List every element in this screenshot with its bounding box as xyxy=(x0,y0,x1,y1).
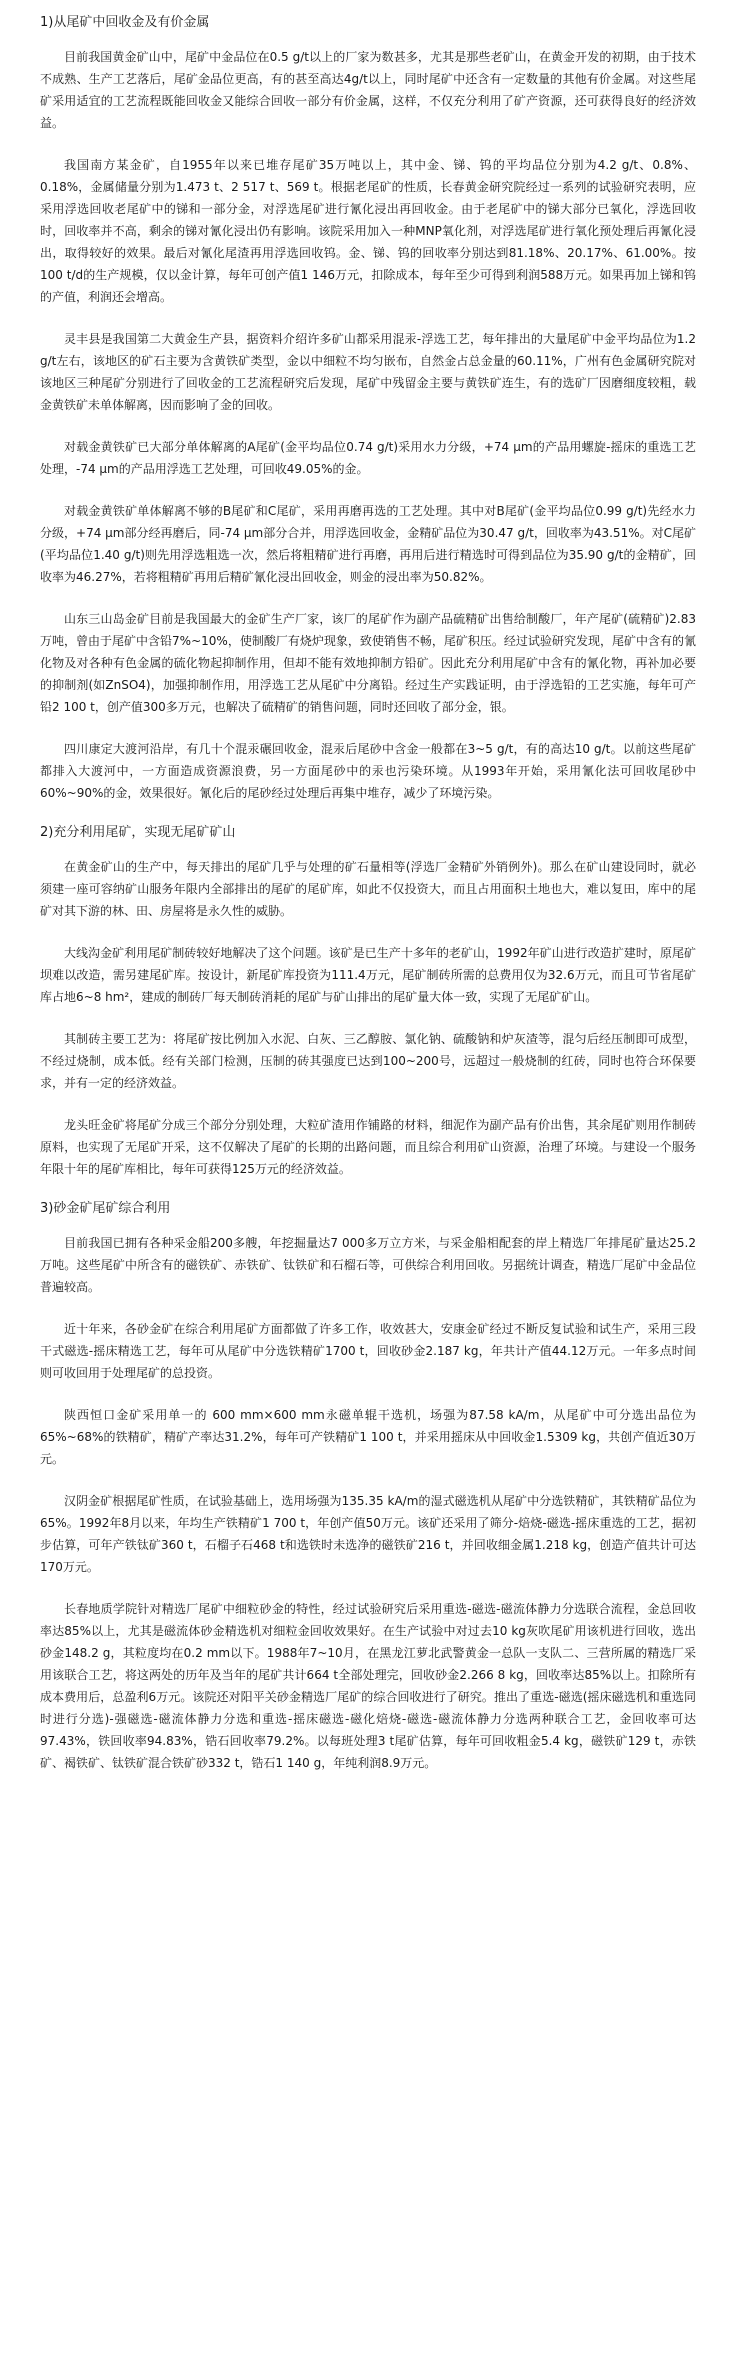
section-3-paragraph: 近十年来，各砂金矿在综合利用尾矿方面都做了许多工作，收效甚大，安康金矿经过不断反复试验和试生产，采用三段干式磁选-摇床精选工艺，每年可从尾矿中分选铁精矿1700 t，回收砂金2.187 kg，年共计产值44.12万元。一年多点时间则可收回用于处理尾矿的总投资。 xyxy=(40,1322,696,1380)
section-2-heading: 2)充分利用尾矿，实现无尾矿矿山 xyxy=(40,825,236,840)
section-1-paragraph: 对载金黄铁矿单体解离不够的B尾矿和C尾矿，采用再磨再选的工艺处理。其中对B尾矿(金平均品位0.99 g/t)先经水力分级，+74 μm部分经再磨后，同-74 μm部分合并，用浮选回收金，金精矿品位为30.47 g/t，回收率为43.51%。对C尾矿(平均品位1.40 g/t)则先用浮选粗选一次，然后将粗精矿进行再磨，再用后进行精选时可得到品位为35.90 g/t的金精矿，回收率为46.27%，若将粗精矿再用后精矿氰化浸出回收金，则金的浸出率为50.82%。 xyxy=(40,504,696,584)
section-1-paragraph: 对载金黄铁矿已大部分单体解离的A尾矿(金平均品位0.74 g/t)采用水力分级，+74 μm的产品用螺旋-摇床的重选工艺处理，-74 μm的产品用浮选工艺处理，可回收49.05%的金。 xyxy=(40,440,696,476)
section-3-paragraph: 汉阴金矿根据尾矿性质，在试验基础上，选用场强为135.35 kA/m的湿式磁选机从尾矿中分选铁精矿，其铁精矿品位为65%。1992年8月以来，年均生产铁精矿1 700 t，年创产值50万元。该矿还采用了筛分-焙烧-磁选-摇床重选的工艺，据初步估算，可年产铁钛矿360 t，石榴子石468 t和选铁时未选净的磁铁矿216 t，并回收细金属1.218 kg，创造产值共计可达170万元。 xyxy=(40,1494,696,1574)
section-3-paragraph: 陕西恒口金矿采用单一的 600 mm×600 mm永磁单辊干选机，场强为87.58 kA/m，从尾矿中可分选出品位为65%~68%的铁精矿，精矿产率达31.2%，每年可产铁精矿1 100 t，并采用摇床从中回收金1.5309 kg，共创产值近30万元。 xyxy=(40,1408,696,1466)
section-1-paragraph: 目前我国黄金矿山中，尾矿中金品位在0.5 g/t以上的厂家为数甚多，尤其是那些老矿山，在黄金开发的初期，由于技术不成熟、生产工艺落后，尾矿金品位更高，有的甚至高达4g/t以上，同时尾矿中还含有一定数量的其他有价金属。对这些尾矿采用适宜的工艺流程既能回收金又能综合回收一部分有价金属，这样，不仅充分利用了矿产资源，还可获得良好的经济效益。 xyxy=(40,50,696,130)
section-1-paragraph: 我国南方某金矿，自1955年以来已堆存尾矿35万吨以上，其中金、锑、钨的平均品位分别为4.2 g/t、0.8%、0.18%，金属储量分别为1.473 t、2 517 t、569 t。根据老尾矿的性质，长春黄金研究院经过一系列的试验研究表明，应采用浮选回收老尾矿中的锑和一部分金，对浮选尾矿进行氰化浸出再回收金。由于老尾矿中的锑大部分已氧化，浮选回收时，回收率并不高，剩余的锑对氰化浸出仍有影响。该院采用加入一种MNP氧化剂，对浮选尾矿进行氧化预处理后再氰化浸出，取得较好的效果。最后对氰化尾渣再用浮选回收钨。金、锑、钨的回收率分别达到81.18%、20.17%、61.00%。按100 t/d的生产规模，仅以金计算，每年可创产值1 146万元，扣除成本，每年至少可得到利润588万元。如果再加上锑和钨的产值，利润还会增高。 xyxy=(40,158,696,304)
section-2-paragraph: 龙头旺金矿将尾矿分成三个部分分别处理，大粒矿渣用作铺路的材料，细泥作为副产品有价出售，其余尾矿则用作制砖原料，也实现了无尾矿开采，这不仅解决了尾矿的长期的出路问题，而且综合利用矿山资源，治理了环境。与建设一个服务年限十年的尾矿库相比，每年可获得125万元的经济效益。 xyxy=(40,1118,696,1176)
section-1-paragraph: 四川康定大渡河沿岸，有几十个混汞碾回收金，混汞后尾砂中含金一般都在3~5 g/t，有的高达10 g/t。以前这些尾矿都排入大渡河中，一方面造成资源浪费，另一方面尾砂中的汞也污染环境。从1993年开始，采用氰化法可回收尾砂中60%~90%的金，效果很好。氰化后的尾砂经过处理后再集中堆存，减少了环境污染。 xyxy=(40,742,696,800)
section-3-paragraph: 目前我国已拥有各种采金船200多艘，年挖掘量达7 000多万立方米，与采金船相配套的岸上精选厂年排尾矿量达25.2万吨。这些尾矿中所含有的磁铁矿、赤铁矿、钛铁矿和石榴石等，可供综合利用回收。另据统计调查，精选厂尾矿中金品位普遍较高。 xyxy=(40,1236,696,1294)
section-1-paragraph: 灵丰县是我国第二大黄金生产县，据资料介绍许多矿山都采用混汞-浮选工艺，每年排出的大量尾矿中金平均品位为1.2 g/t左右，该地区的矿石主要为含黄铁矿类型，金以中细粒不均匀嵌布，自然金占总金量的60.11%，广州有色金属研究院对该地区三种尾矿分别进行了回收金的工艺流程研究后发现，尾矿中残留金主要与黄铁矿连生，有的选矿厂因磨细度较粗，载金黄铁矿未单体解离，因而影响了金的回收。 xyxy=(40,332,696,412)
section-1-paragraph: 山东三山岛金矿目前是我国最大的金矿生产厂家，该厂的尾矿作为副产品硫精矿出售给制酸厂，年产尾矿(硫精矿)2.83万吨，曾由于尾矿中含铅7%~10%，使制酸厂有烧炉现象，致使销售不畅，尾矿积压。经过试验研究发现，尾矿中含有的氰化物及对各种有色金属的硫化物起抑制作用，但却不能有效地抑制方铅矿。因此充分利用尾矿中含有的氰化物，再补加必要的抑制剂(如ZnSO4)，加强抑制作用，用浮选工艺从尾矿中分离铅。经过生产实践证明，由于浮选铅的工艺实施，每年可产铅2 100 t，创产值300多万元，也解决了硫精矿的销售问题，同时还回收了部分金，银。 xyxy=(40,612,696,714)
section-3-paragraph: 长春地质学院针对精选厂尾矿中细粒砂金的特性，经过试验研究后采用重选-磁选-磁流体静力分选联合流程，金总回收率达85%以上，尤其是磁流体砂金精选机对细粒金回收效果好。在生产试验中对过去10 kg灰吹尾矿用该机进行回收，选出砂金148.2 g，其粒度均在0.2 mm以下。1988年7~10月，在黑龙江萝北武警黄金一总队一支队二、三营所属的精选厂采用该联合工艺，将这两处的历年及当年的尾矿共计664 t全部处理完，回收砂金2.266 8 kg，回收率达85%以上。扣除所有成本费用后，总盈利6万元。该院还对阳平关砂金精选厂尾矿的综合回收进行了研究。推出了重选-磁选(摇床磁选机和重选同时进行分选)-强磁选-磁流体静力分选和重选-摇床磁选-磁化焙烧-磁选-磁流体静力分选两种联合工艺，金回收率可达97.43%，铁回收率94.83%，锆石回收率79.2%。以每班处理3 t尾矿估算，每年可回收粗金5.4 kg，磁铁矿129 t，赤铁矿、褐铁矿、钛铁矿混合铁矿砂332 t，锆石1 140 g，年纯利润8.9万元。 xyxy=(40,1602,696,1770)
section-2-paragraph: 其制砖主要工艺为：将尾矿按比例加入水泥、白灰、三乙醇胺、氯化钠、硫酸钠和炉灰渣等，混匀后经压制即可成型，不经过烧制，成本低。经有关部门检测，压制的砖其强度已达到100~200号，远超过一般烧制的红砖，同时也符合环保要求，并有一定的经济效益。 xyxy=(40,1032,696,1090)
section-1-heading: 1)从尾矿中回收金及有价金属 xyxy=(40,15,210,30)
section-2-paragraph: 大线沟金矿利用尾矿制砖较好地解决了这个问题。该矿是已生产十多年的老矿山，1992年矿山进行改造扩建时，原尾矿坝难以改造，需另建尾矿库。按设计，新尾矿库投资为111.4万元，尾矿制砖所需的总费用仅为32.6万元，而且可节省尾矿库占地6~8 hm²，建成的制砖厂每天制砖消耗的尾矿与矿山排出的尾矿量大体一致，实现了无尾矿矿山。 xyxy=(40,946,696,1004)
section-3-heading: 3)砂金矿尾矿综合利用 xyxy=(40,1201,171,1216)
section-2-paragraph: 在黄金矿山的生产中，每天排出的尾矿几乎与处理的矿石量相等(浮选厂金精矿外销例外)。那么在矿山建设同时，就必须建一座可容纳矿山服务年限内全部排出的尾矿的尾矿库，如此不仅投资大，而且占用面积土地也大，难以复田，库中的尾矿对其下游的林、田、房屋将是永久性的威胁。 xyxy=(40,860,696,918)
